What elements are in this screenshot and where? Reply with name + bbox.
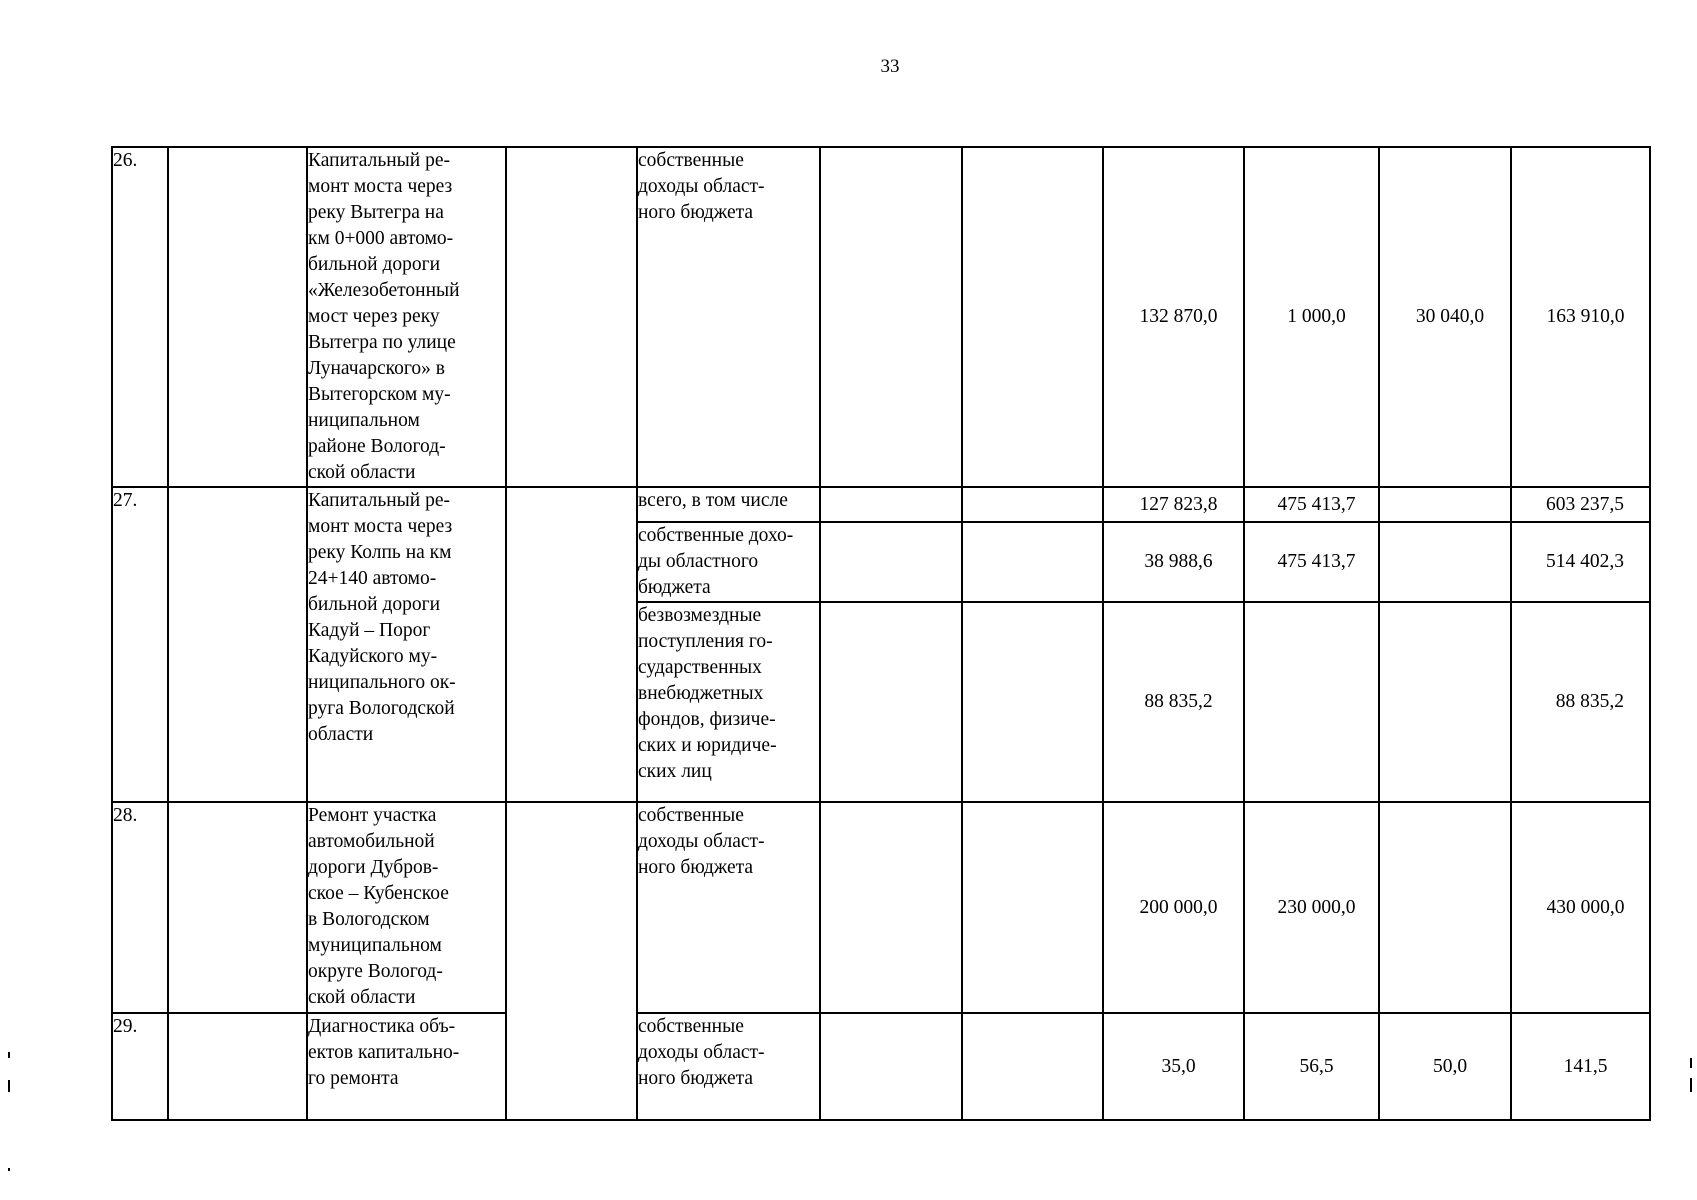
value-year-3	[1379, 602, 1511, 802]
empty-cell	[962, 802, 1103, 1013]
value-year-2: 475 413,7	[1244, 487, 1379, 522]
value-year-2	[1244, 602, 1379, 802]
value-year-1: 35,0	[1103, 1013, 1244, 1120]
value-year-1: 38 988,6	[1103, 522, 1244, 602]
value-total: 430 000,0	[1511, 802, 1650, 1013]
value-total: 141,5	[1511, 1013, 1650, 1120]
scan-edge-mark	[8, 1052, 10, 1058]
page-number: 33	[880, 56, 900, 77]
funding-source: собственные доходы област- ного бюджета	[638, 150, 765, 223]
value-year-1: 132 870,0	[1103, 147, 1244, 487]
value-year-3	[1379, 487, 1511, 522]
value-total: 603 237,5	[1511, 487, 1650, 522]
value-year-2: 56,5	[1244, 1013, 1379, 1120]
empty-cell	[820, 487, 962, 522]
empty-cell	[168, 802, 307, 1013]
funding-source: собственные дохо- ды областного бюджета	[638, 525, 794, 598]
funding-source-cell	[637, 1013, 820, 1120]
funding-source-cell	[637, 147, 820, 487]
row-number: 26.	[112, 147, 168, 487]
funding-source-cell	[637, 802, 820, 1013]
object-name-cell	[307, 147, 506, 487]
funding-source: всего, в том числе	[638, 490, 788, 511]
funding-source-cell	[637, 522, 820, 602]
table-row	[112, 1013, 1650, 1120]
value-total: 514 402,3	[1511, 522, 1650, 602]
empty-cell	[820, 602, 962, 802]
empty-cell	[168, 147, 307, 487]
budget-table	[111, 146, 1651, 1121]
value-total: 163 910,0	[1511, 147, 1650, 487]
empty-cell	[962, 147, 1103, 487]
scan-edge-mark	[1690, 1078, 1692, 1092]
funding-source-cell	[637, 602, 820, 802]
object-name: Капитальный ре- монт моста через реку Колпь на км 24+140 автомо- бильной дороги Кадуй – Порог Кадуйского му- ниципального ок- руга Вологодской области	[308, 490, 456, 745]
object-name: Диагностика объ- ектов капитально- го ремонта	[308, 1016, 460, 1089]
value-year-3	[1379, 802, 1511, 1013]
table-row	[112, 487, 1650, 522]
empty-cell	[962, 1013, 1103, 1120]
row-number: 27.	[112, 487, 168, 802]
funding-source-cell	[637, 487, 820, 522]
scan-edge-mark	[8, 1168, 10, 1171]
value-year-3: 50,0	[1379, 1013, 1511, 1120]
empty-cell	[962, 522, 1103, 602]
empty-cell	[820, 522, 962, 602]
empty-cell	[168, 487, 307, 802]
scan-edge-mark	[1690, 1058, 1692, 1068]
object-name: Капитальный ре- монт моста через реку Вытегра на км 0+000 автомо- бильной дороги «Железобетонный мост через реку Вытегра по улице Луначарского» в Вытегорском му- ниципальном районе Вологод- ской области	[308, 150, 460, 483]
value-total: 88 835,2	[1511, 602, 1650, 802]
empty-cell	[820, 1013, 962, 1120]
value-year-1: 88 835,2	[1103, 602, 1244, 802]
object-name-cell	[307, 487, 506, 802]
empty-cell	[506, 802, 637, 1120]
table-row	[112, 147, 1650, 487]
value-year-3: 30 040,0	[1379, 147, 1511, 487]
value-year-2: 1 000,0	[1244, 147, 1379, 487]
row-number: 28.	[112, 802, 168, 1013]
value-year-1: 200 000,0	[1103, 802, 1244, 1013]
object-name: Ремонт участка автомобильной дороги Дубров- ское – Кубенское в Вологодском муниципальном округе Вологод- ской области	[308, 805, 449, 1008]
object-name-cell	[307, 1013, 506, 1120]
empty-cell	[820, 147, 962, 487]
empty-cell	[506, 487, 637, 802]
value-year-2: 475 413,7	[1244, 522, 1379, 602]
empty-cell	[168, 1013, 307, 1120]
funding-source: собственные доходы област- ного бюджета	[638, 805, 765, 878]
empty-cell	[820, 802, 962, 1013]
value-year-2: 230 000,0	[1244, 802, 1379, 1013]
scan-edge-mark	[8, 1080, 10, 1092]
funding-source: безвозмездные поступления го- сударственных внебюджетных фондов, физиче- ских и юридиче- ских лиц	[638, 605, 777, 782]
row-number: 29.	[112, 1013, 168, 1120]
value-year-3	[1379, 522, 1511, 602]
empty-cell	[962, 602, 1103, 802]
empty-cell	[506, 147, 637, 487]
value-year-1: 127 823,8	[1103, 487, 1244, 522]
funding-source: собственные доходы област- ного бюджета	[638, 1016, 765, 1089]
table-row	[112, 802, 1650, 1013]
object-name-cell	[307, 802, 506, 1013]
empty-cell	[962, 487, 1103, 522]
